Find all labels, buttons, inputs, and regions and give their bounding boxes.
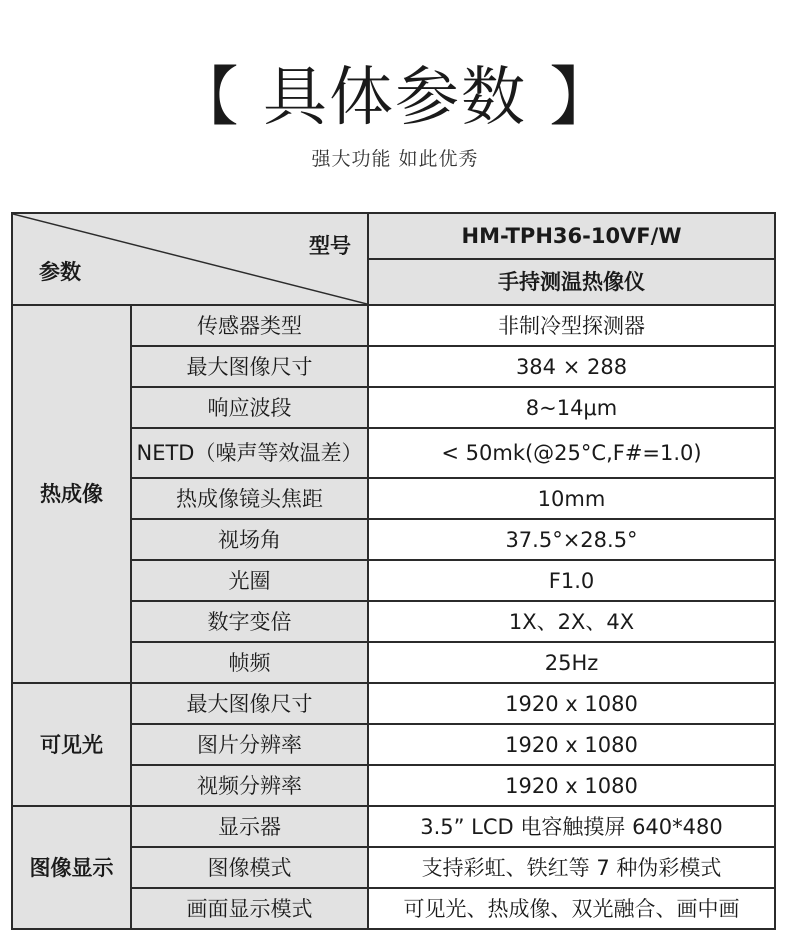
row-value: 1920 x 1080 — [368, 765, 775, 806]
row-value: 25Hz — [368, 642, 775, 683]
row-label: 响应波段 — [131, 387, 368, 428]
model-cell: HM-TPH36-10VF/W — [368, 213, 775, 259]
row-label: 最大图像尺寸 — [131, 346, 368, 387]
row-value: 非制冷型探测器 — [368, 305, 775, 346]
row-value: 3.5” LCD 电容触摸屏 640*480 — [368, 806, 775, 847]
header-type-label: 型号 — [309, 234, 351, 258]
row-label: 图像模式 — [131, 847, 368, 888]
row-label: 光圈 — [131, 560, 368, 601]
row-label: 数字变倍 — [131, 601, 368, 642]
row-label: NETD（噪声等效温差） — [131, 428, 368, 478]
spec-table — [11, 212, 776, 930]
row-value: 384 × 288 — [368, 346, 775, 387]
table-header-corner — [12, 213, 368, 305]
row-label: 视频分辨率 — [131, 765, 368, 806]
row-value: 可见光、热成像、双光融合、画中画 — [368, 888, 775, 929]
row-label: 最大图像尺寸 — [131, 683, 368, 724]
product-cell: 手持测温热像仪 — [368, 259, 775, 305]
diagonal-divider — [13, 214, 367, 304]
page-title: 【 具体参数 】 — [174, 61, 616, 135]
category-visible: 可见光 — [12, 683, 131, 806]
row-value: 8~14μm — [368, 387, 775, 428]
row-value: 10mm — [368, 478, 775, 519]
row-label: 传感器类型 — [131, 305, 368, 346]
page-subtitle: 强大功能 如此优秀 — [311, 148, 479, 170]
row-label: 热成像镜头焦距 — [131, 478, 368, 519]
row-value: 支持彩虹、铁红等 7 种伪彩模式 — [368, 847, 775, 888]
row-label: 图片分辨率 — [131, 724, 368, 765]
row-value: < 50mk(@25°C,F#=1.0) — [368, 428, 775, 478]
category-thermal: 热成像 — [12, 305, 131, 683]
table-row — [12, 305, 775, 346]
row-label: 画面显示模式 — [131, 888, 368, 929]
table-row — [12, 806, 775, 847]
row-value: 1X、2X、4X — [368, 601, 775, 642]
row-value: F1.0 — [368, 560, 775, 601]
row-label: 显示器 — [131, 806, 368, 847]
row-value: 1920 x 1080 — [368, 724, 775, 765]
row-value: 37.5°×28.5° — [368, 519, 775, 560]
row-value: 1920 x 1080 — [368, 683, 775, 724]
category-display: 图像显示 — [12, 806, 131, 929]
row-label: 帧频 — [131, 642, 368, 683]
header-param-label: 参数 — [39, 260, 81, 284]
table-row — [12, 683, 775, 724]
row-label: 视场角 — [131, 519, 368, 560]
